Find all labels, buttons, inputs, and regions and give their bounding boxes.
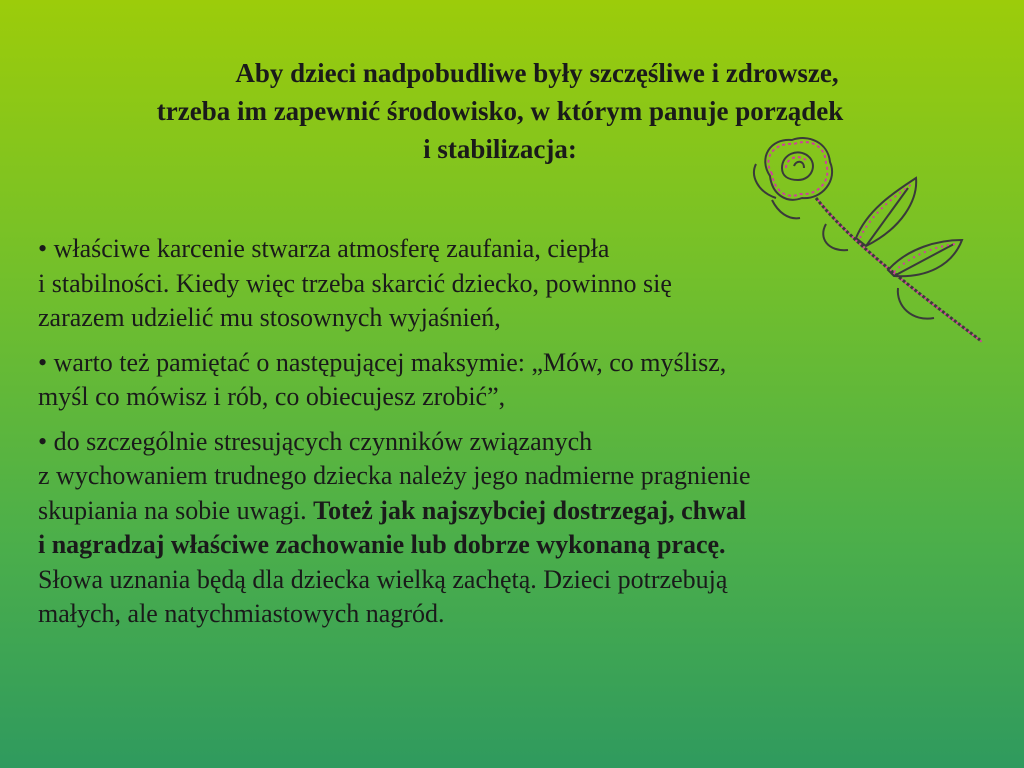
bullet-1-line-3: zarazem udzielić mu stosownych wyjaśnień, <box>38 303 501 332</box>
bullet-1-line-1: • właściwe karcenie stwarza atmosferę zaufania, ciepła <box>38 234 610 263</box>
heading-line-1: Aby dzieci nadpobudliwe były szczęśliwe i zdrowsze, <box>235 58 839 88</box>
bullet-3-line-3-bold: Toteż jak najszybciej dostrzegaj, chwal <box>313 495 747 525</box>
bullet-3-line-3-normal: skupiania na sobie uwagi. <box>38 495 314 525</box>
bullet-2-line-1: • warto też pamiętać o następującej maksymie: „Mów, co myślisz, <box>38 347 727 377</box>
bullet-3-line-6: małych, ale natychmiastowych nagród. <box>38 599 445 628</box>
bullet-2-line-2: myśl co mówisz i rób, co obiecujesz zrobić”, <box>38 382 506 411</box>
bullet-item-3 <box>38 425 988 632</box>
bullet-item-2 <box>38 346 988 415</box>
bullet-3-line-3 <box>38 494 988 529</box>
heading-line-2: trzeba im zapewnić środowisko, w którym panuje porządek <box>156 96 844 126</box>
bullet-3-line-4: i nagradzaj właściwe zachowanie lub dobrze wykonaną pracę. <box>38 530 726 559</box>
bullet-list <box>38 232 988 642</box>
bullet-item-1 <box>38 232 988 336</box>
bullet-3-line-1: • do szczególnie stresujących czynników związanych <box>38 426 593 456</box>
bullet-3-line-2: z wychowaniem trudnego dziecka należy jego nadmierne pragnienie <box>38 461 751 490</box>
bullet-1-line-2: i stabilności. Kiedy więc trzeba skarcić dziecko, powinno się <box>38 268 672 298</box>
heading-line-3: i stabilizacja: <box>423 134 577 164</box>
bullet-3-line-5: Słowa uznania będą dla dziecka wielką zachętą. Dzieci potrzebują <box>38 564 728 594</box>
